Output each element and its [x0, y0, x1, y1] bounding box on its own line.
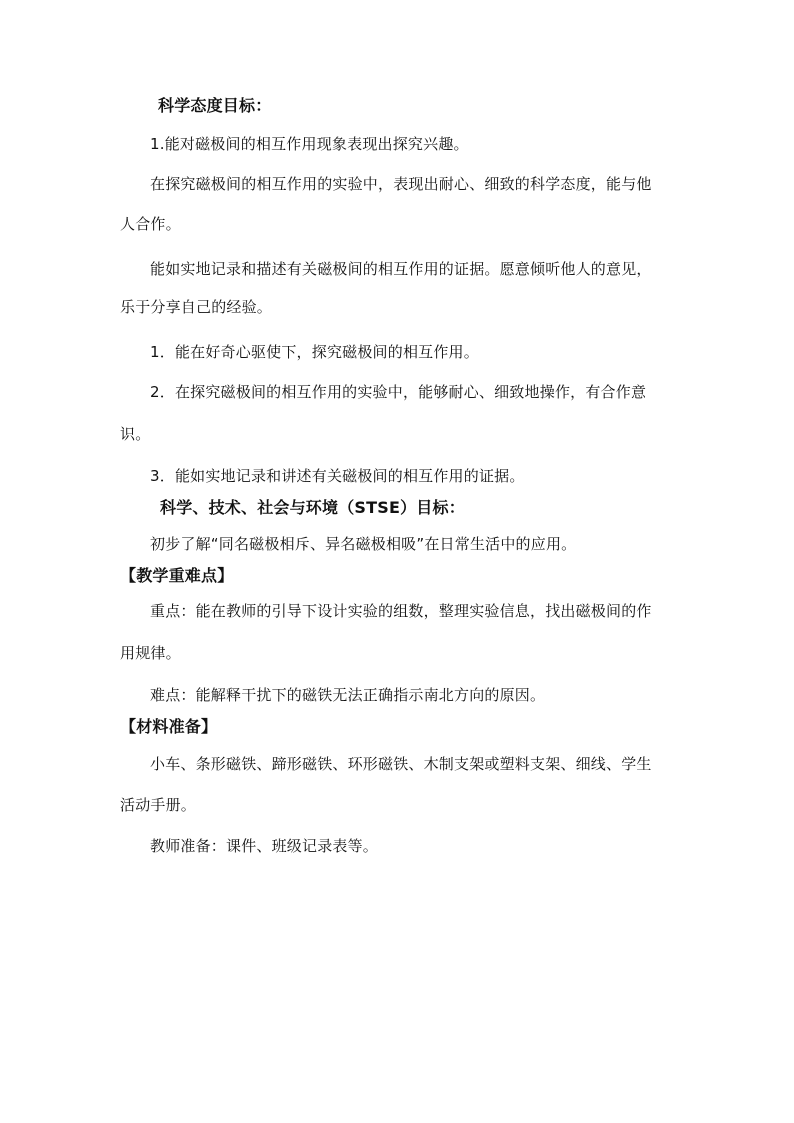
attitude-goal-line-4: 能如实地记录和描述有关磁极间的相互作用的证据。愿意倾听他人的意见，	[150, 260, 652, 278]
materials-line-3: 教师准备：课件、班级记录表等。	[150, 837, 379, 855]
attitude-goal-line-5: 乐于分享自己的经验。	[120, 298, 273, 316]
stse-goal-text: 初步了解“同名磁极相斥、异名磁极相吸”在日常生活中的应用。	[150, 535, 577, 553]
attitude-goal-line-8: 识。	[120, 425, 151, 443]
key-points-heading: 【教学重难点】	[120, 566, 234, 585]
materials-heading: 【材料准备】	[120, 717, 218, 736]
stse-goal-heading: 科学、技术、社会与环境（STSE）目标：	[160, 498, 465, 517]
attitude-goal-heading: 科学态度目标：	[158, 96, 272, 115]
materials-line-2: 活动手册。	[120, 796, 197, 814]
key-points-line-2: 用规律。	[120, 644, 181, 662]
attitude-goal-line-2: 在探究磁极间的相互作用的实验中，表现出耐心、细致的科学态度，能与他	[150, 175, 652, 193]
key-points-line-3: 难点：能解释干扰下的磁铁无法正确指示南北方向的原因。	[150, 686, 546, 704]
materials-line-1: 小车、条形磁铁、蹄形磁铁、环形磁铁、木制支架或塑料支架、细线、学生	[150, 755, 652, 773]
attitude-goal-line-6: 1．能在好奇心驱使下，探究磁极间的相互作用。	[150, 343, 479, 361]
attitude-goal-line-1: 1.能对磁极间的相互作用现象表现出探究兴趣。	[150, 135, 469, 153]
key-points-line-1: 重点：能在教师的引导下设计实验的组数，整理实验信息，找出磁极间的作	[150, 602, 652, 620]
attitude-goal-line-7: 2．在探究磁极间的相互作用的实验中，能够耐心、细致地操作，有合作意	[150, 383, 647, 401]
attitude-goal-line-9: 3．能如实地记录和讲述有关磁极间的相互作用的证据。	[150, 467, 525, 485]
attitude-goal-line-3: 人合作。	[120, 215, 181, 233]
